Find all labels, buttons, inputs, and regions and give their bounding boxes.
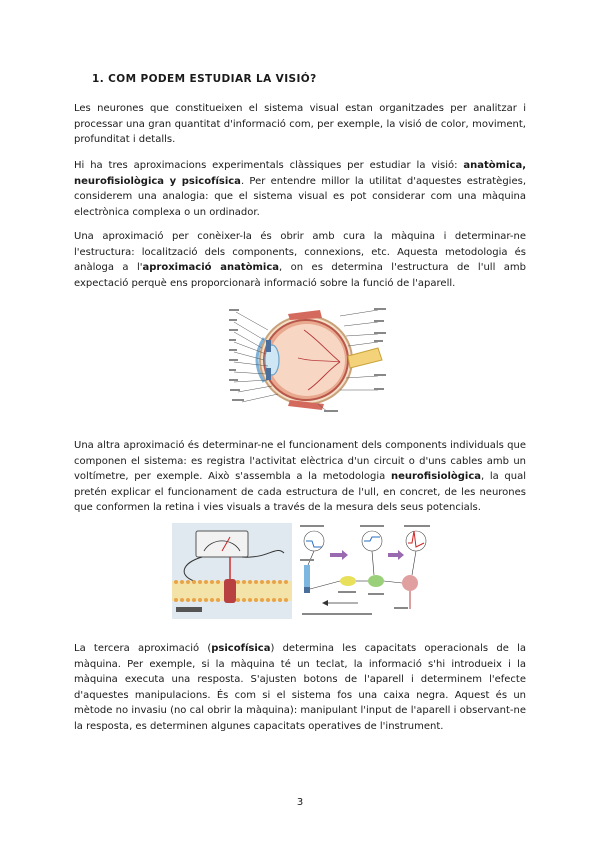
section-heading: 1. COM PODEM ESTUDIAR LA VISIÓ? — [92, 73, 317, 85]
p4-text-1: Una altra aproximació és determinar-ne el funcionament dels components individuals que componen el sistema: es registra l'activitat elèctrica d'un circuit o d'uns cables amb un voltímetre, per exemple. Això s'assembla a la metodologia — [74, 440, 526, 483]
page-number: 3 — [296, 797, 304, 808]
p4-bold-neurophysiological: neurofisiològica — [390, 471, 481, 483]
paragraph-approaches — [74, 158, 526, 220]
p3-text-1: Una aproximació per conèixer-la és obrir amb cura la màquina i determinar-ne l'estructura: localització dels components, connexions, etc. Aquesta metodologia és anàloga a l' — [74, 231, 526, 274]
paragraph-anatomical — [74, 229, 526, 291]
p5-text-1: La tercera aproximació ( — [74, 643, 212, 654]
p2-text-2: . Per entendre millor la utilitat d'aquestes estratègies, considerem una analogia: que el sistema visual es pot considerar com una màquina electrònica complexa o un ordinador. — [74, 175, 526, 218]
paragraph-neurophysiological — [74, 438, 526, 516]
p5-bold-psychophysical: psicofísica — [211, 643, 271, 654]
paragraph-psychophysical — [74, 641, 526, 735]
retina-circuit-figure — [298, 523, 438, 619]
p2-bold-approaches: anatòmica, neurofisiològica y psicofísica — [74, 160, 526, 187]
eye-anatomy-figure — [228, 300, 388, 415]
voltmeter-membrane-figure — [172, 523, 292, 619]
p5-text-2: ) determina les capacitats operacionals de la màquina. Per exemple, si la màquina té un teclat, la informació s'hi introdueix i la màquina executa una resposta. S'ajusten botons de l'aparell i determinem l'efecte d'aquestes manipulacions. És com si el sistema fos una caixa negra. Aquest és un mètode no invasiu (no cal obrir la màquina): manipulant l'input de l'aparell i observant-ne la resposta, es determinen algunes capacitats operatives de l'instrument. — [74, 643, 526, 732]
p2-text-1: Hi ha tres aproximacions experimentals clàssiques per estudiar la visió: — [74, 160, 464, 171]
p3-bold-anatomical: aproximació anatòmica — [142, 262, 280, 274]
p4-text-2: , la qual pretén explicar el funcionament de cada estructura de l'ull, en concret, de les neurones que conformen la retina i vies visuals a través de la mesura dels seus potencials. — [74, 471, 526, 514]
paragraph-intro: Les neurones que constitueixen el sistema visual estan organitzades per analitzar i processar una gran quantitat d'informació com, per exemple, la visió de color, moviment, profunditat i detalls. — [74, 103, 526, 146]
p3-text-2: , on es determina l'estructura de l'ull amb expectació perquè ens proporcionarà informació sobre la funció de l'aparell. — [74, 262, 527, 289]
